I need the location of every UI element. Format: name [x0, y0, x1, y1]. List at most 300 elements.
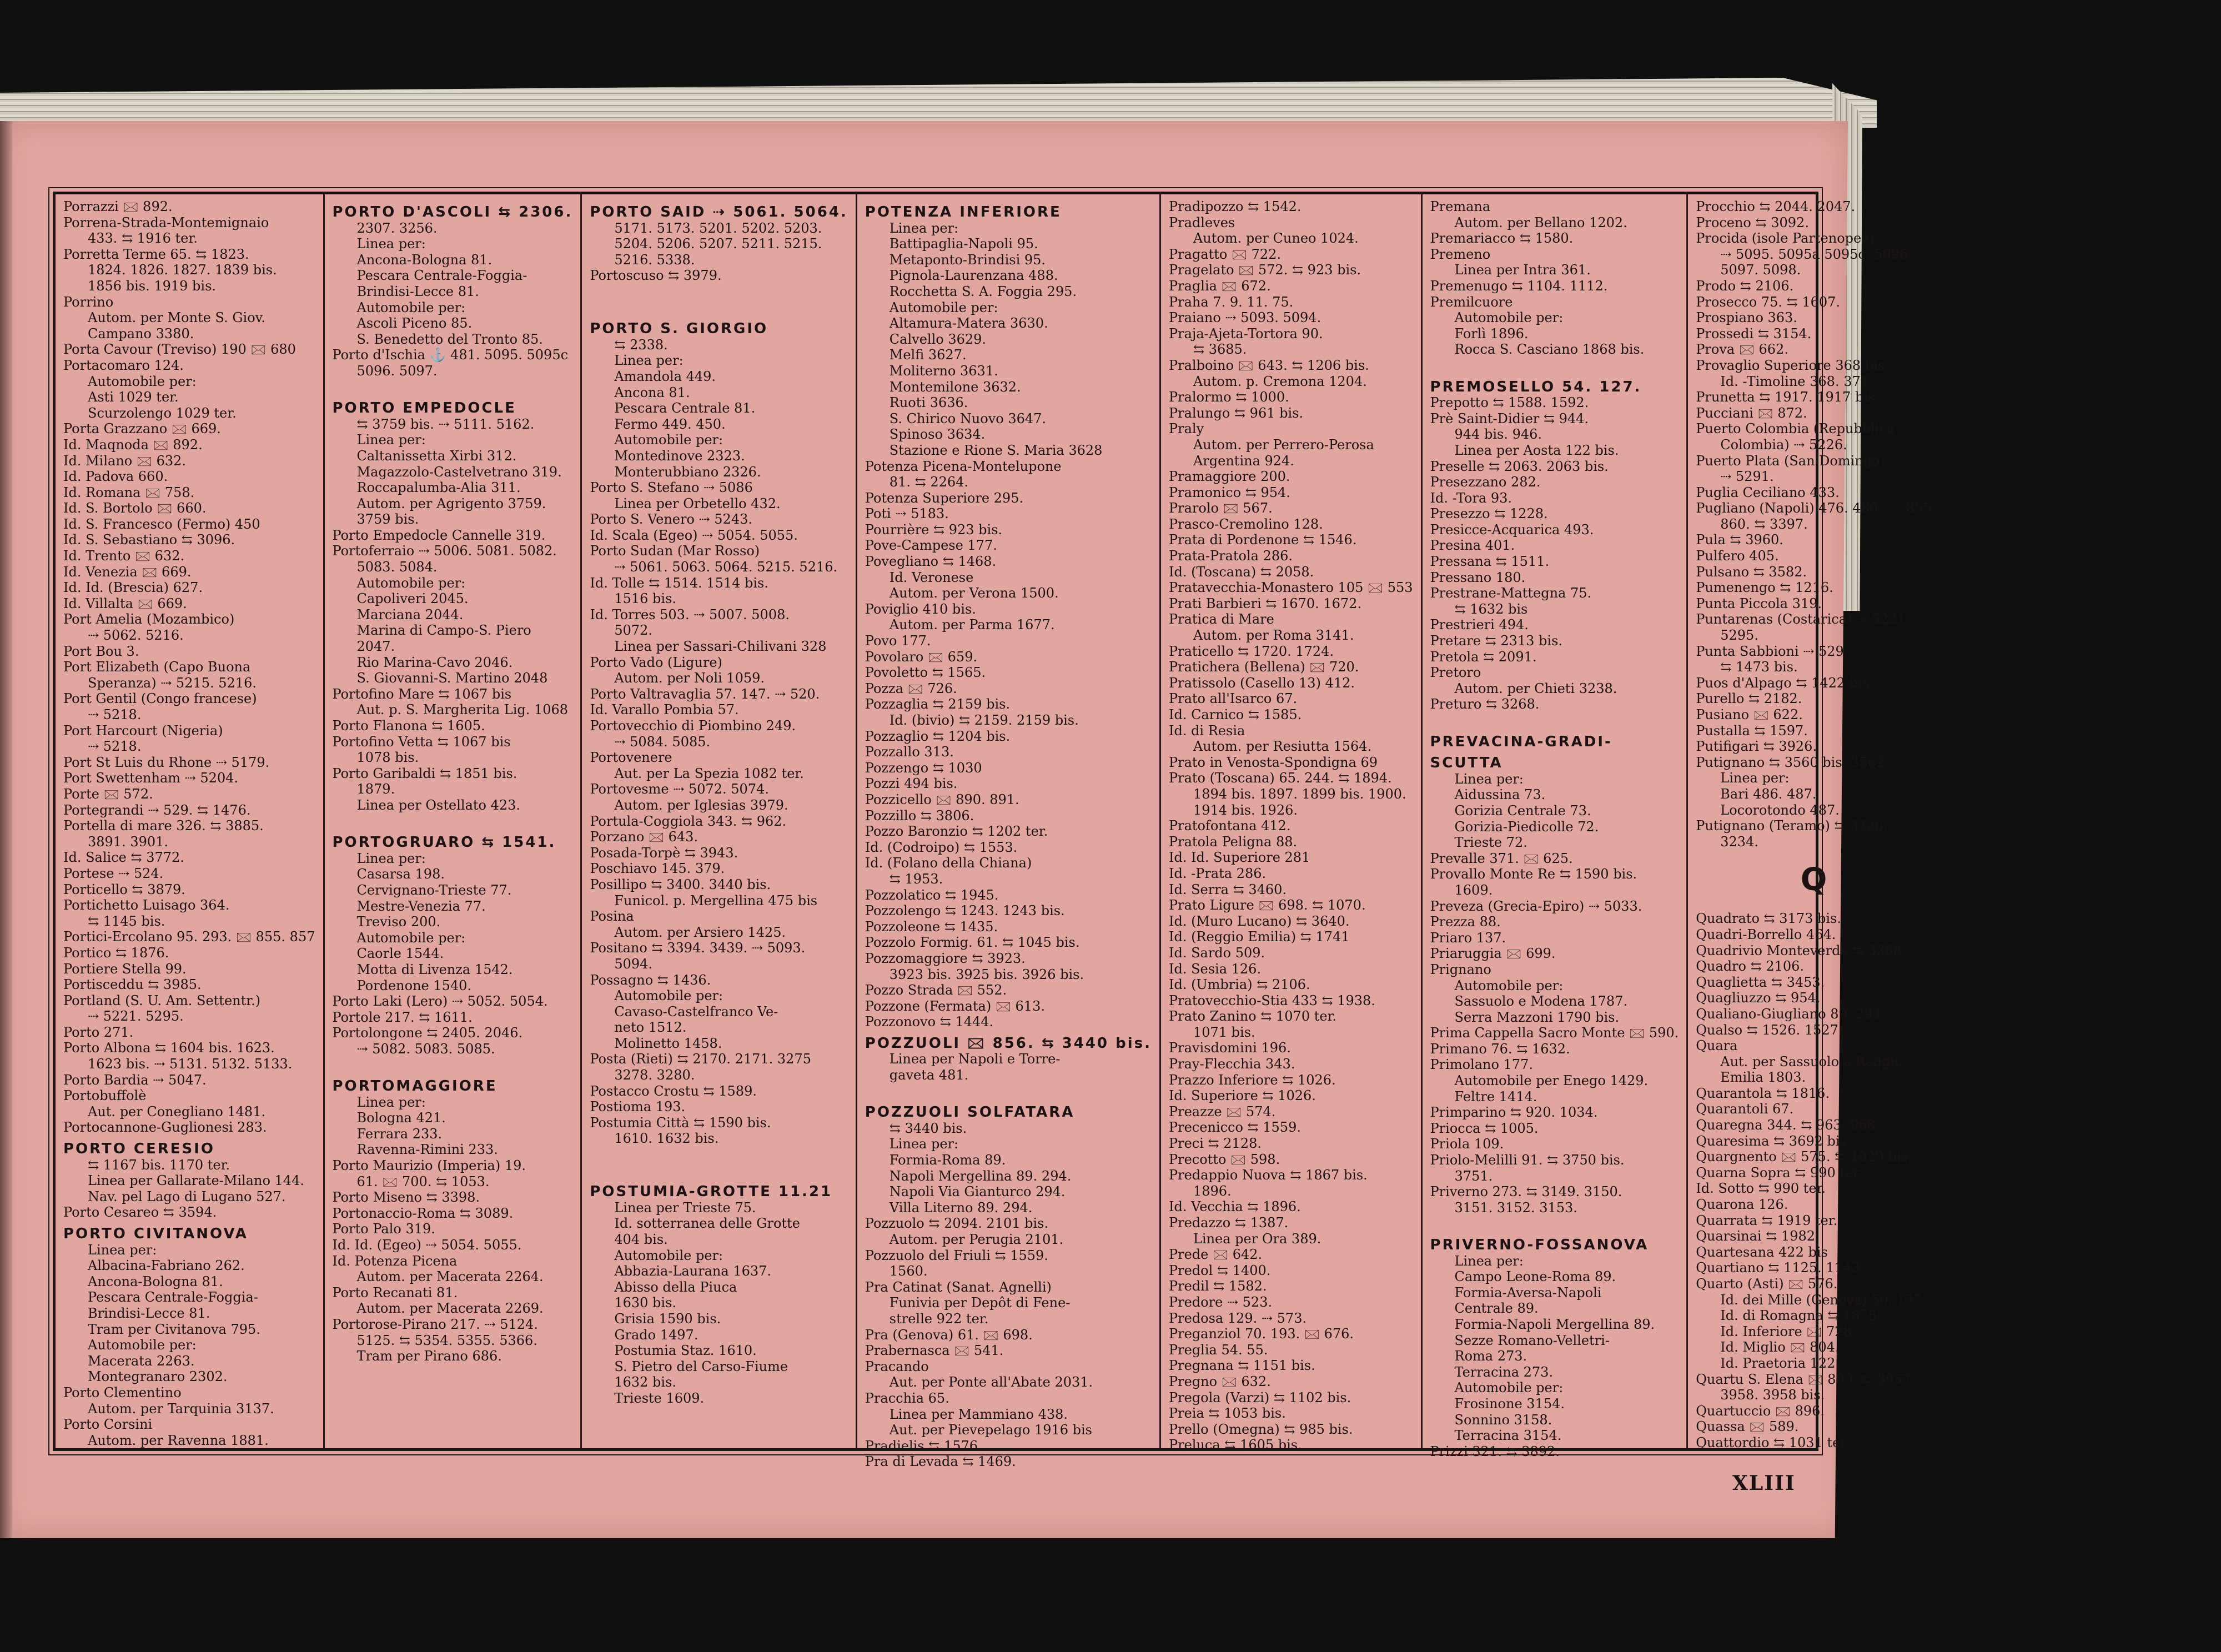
page-edges-top: [0, 78, 1877, 128]
index-entry: Portici-Ercolano 95. 293. 🖂 855. 857: [63, 929, 315, 945]
index-entry: Preveza (Grecia-Epiro) ⇢ 5033.: [1430, 898, 1642, 914]
index-subentry: Sonnino 3158.: [1454, 1412, 1552, 1428]
index-entry: Pourrière ⇆ 923 bis.: [865, 521, 1003, 538]
index-subentry: Automobile per:: [88, 1337, 197, 1353]
index-entry: Pramaggiore 200.: [1168, 469, 1290, 485]
index-subentry: 5094.: [614, 956, 653, 972]
index-entry: [590, 284, 847, 300]
index-subentry: Battipaglia-Napoli 95.: [889, 236, 1038, 252]
index-entry: Pozzuolo ⇆ 2094. 2101 bis.: [865, 1216, 1049, 1232]
index-entry: Pralormo ⇆ 1000.: [1168, 389, 1289, 405]
index-entry: Poschiavo 145. 379.: [590, 861, 725, 877]
index-entry: Premeno: [1430, 246, 1491, 262]
index-subentry: 5204. 5206. 5207. 5211. 5215.: [614, 236, 822, 252]
index-entry: Posina: [590, 908, 634, 925]
index-entry: Id. (Reggio Emilia) ⇆ 1741: [1168, 929, 1350, 945]
index-subentry: Linea per Ora 389.: [1193, 1231, 1321, 1247]
index-entry: Pratofontana 412.: [1168, 818, 1291, 834]
index-subentry: Melfi 3627.: [889, 347, 967, 363]
index-entry: Id. S. Sebastiano ⇆ 3096.: [63, 532, 235, 548]
index-column-3: [582, 194, 857, 1448]
index-subentry: ⇢ 5095. 5095a 5095c. 5096.: [1720, 246, 1912, 262]
index-subentry: Automobile per:: [614, 1247, 723, 1263]
index-entry: Prizzi 321. ⇆ 3892.: [1430, 1443, 1560, 1459]
index-entry: Pumenengo ⇆ 1216.: [1696, 580, 1833, 596]
index-subentry: S. Pietro del Carso-Fiume: [614, 1358, 788, 1374]
index-subentry: ⇢ 5291.: [1720, 469, 1774, 485]
index-entry: Quarantoli 67.: [1696, 1101, 1794, 1117]
index-entry: [1430, 1216, 1679, 1232]
index-entry: Prato (Toscana) 65. 244. ⇆ 1894.: [1168, 770, 1392, 786]
index-entry: Id. -Prata 286.: [1168, 865, 1267, 881]
index-entry: Porto Corsini: [63, 1417, 153, 1433]
index-column-6: [1423, 194, 1689, 1459]
index-subentry: Terracina 273.: [1454, 1364, 1554, 1380]
index-subentry: 3234.: [1720, 833, 1758, 850]
index-entry: Quarrata ⇆ 1919 ter.: [1696, 1212, 1838, 1228]
index-subentry: Linea per:: [1454, 1253, 1524, 1269]
index-entry: Pozzaglia ⇆ 2159 bis.: [865, 696, 1011, 712]
index-subentry: 2307. 3256.: [356, 220, 438, 236]
index-subentry: Ferrara 233.: [356, 1126, 443, 1142]
index-entry: Postumia Città ⇆ 1590 bis.: [590, 1114, 771, 1131]
index-subentry: Molinetto 1458.: [614, 1035, 722, 1051]
index-subentry: 3751.: [1454, 1168, 1493, 1184]
index-entry: Povo 177.: [865, 633, 931, 649]
index-subentry: Postumia Staz. 1610.: [614, 1343, 757, 1359]
index-entry: Portoscuso ⇆ 3979.: [590, 268, 722, 284]
index-subentry: Formia-Napoli Mergellina 89.: [1454, 1316, 1655, 1332]
index-subentry: 1560.: [889, 1263, 928, 1279]
index-entry: Porto Empedocle Cannelle 319.: [332, 527, 546, 543]
index-entry: Port Elizabeth (Capo Buona: [63, 659, 251, 675]
index-subentry: Automobile per:: [614, 432, 723, 448]
index-subentry: Forlì 1896.: [1454, 325, 1529, 342]
index-entry: Quaglietta ⇆ 3453.: [1696, 974, 1825, 990]
index-heading: PRIVERNO-FOSSANOVA: [1430, 1237, 1649, 1253]
index-subentry: Id. -Timoline 368. 371.: [1720, 373, 1873, 389]
index-subentry: Autom. per Agrigento 3759.: [356, 495, 546, 511]
index-entry: Pratica di Mare: [1168, 611, 1274, 627]
index-heading: PORTOGRUARO ⇆ 1541.: [332, 834, 556, 851]
index-entry: Possagno ⇆ 1436.: [590, 972, 711, 988]
index-entry: Pozzomaggiore ⇆ 3923.: [865, 950, 1026, 966]
index-entry: Praticello ⇆ 1720. 1724.: [1168, 643, 1334, 659]
index-subentry: Tram per Pirano 686.: [356, 1348, 502, 1364]
index-entry: Pra (Genova) 61. 🖂 698.: [865, 1327, 1033, 1343]
index-subentry: Colombia) ⇢ 5226.: [1720, 436, 1847, 453]
index-entry: Porto Miseno ⇆ 3398.: [332, 1189, 480, 1206]
index-entry: Puerto Plata (San Domingo): [1696, 453, 1885, 469]
index-entry: Praly: [1168, 421, 1204, 437]
index-entry: Id. Id. (Egeo) ⇢ 5054. 5055.: [332, 1237, 522, 1253]
index-subentry: ⇆ 1167 bis. 1170 ter.: [88, 1157, 230, 1173]
index-entry: Pozzuolo del Friuli ⇆ 1559.: [865, 1247, 1048, 1263]
index-entry: Punta Sabbioni ⇢ 529.: [1696, 643, 1848, 659]
index-entry: [590, 300, 847, 316]
index-entry: Procchio ⇆ 2044. 2047.: [1696, 199, 1856, 214]
index-entry: Porto Valtravaglia 57. 147. ⇢ 520.: [590, 686, 820, 702]
index-entry: Pozzicello 🖂 890. 891.: [865, 791, 1019, 807]
index-subentry: Treviso 200.: [356, 914, 441, 930]
index-subentry: Autom. per Perrero-Perosa: [1193, 436, 1374, 453]
index-subentry: Automobile per Enego 1429.: [1454, 1073, 1649, 1089]
index-entry: Preglia 54. 55.: [1168, 1342, 1268, 1358]
index-entry: Porto Palo 319.: [332, 1221, 435, 1237]
index-entry: Pozzo Baronzio ⇆ 1202 ter.: [865, 824, 1048, 840]
index-heading: PORTO S. GIORGIO: [590, 320, 768, 338]
index-entry: Quargnento 🖂 575. ⇆ 1029 bis.: [1696, 1149, 1912, 1165]
index-subentry: Autom. p. Cremona 1204.: [1193, 373, 1367, 389]
index-subentry: Abisso della Piuca: [614, 1279, 737, 1295]
index-subentry: ⇢ 5218.: [88, 707, 142, 722]
index-entry: Priverno 273. ⇆ 3149. 3150.: [1430, 1184, 1622, 1200]
index-subentry: strelle 922 ter.: [889, 1310, 989, 1327]
index-subentry: Capoliveri 2045.: [356, 591, 469, 607]
index-entry: Pray-Flecchia 343.: [1168, 1056, 1295, 1072]
page-number: XLIII: [1732, 1472, 1796, 1495]
index-subentry: Autom. per Perugia 2101.: [889, 1232, 1064, 1247]
index-entry: Port Amelia (Mozambico): [63, 611, 235, 627]
index-subentry: Caorle 1544.: [356, 946, 444, 962]
index-entry: Prezza 88.: [1430, 914, 1501, 930]
index-subentry: Centrale 89.: [1454, 1300, 1539, 1317]
index-subentry: Linea per:: [356, 236, 426, 252]
index-subentry: Linea per:: [614, 353, 684, 369]
index-subentry: Gorizia-Piedicolle 72.: [1454, 819, 1599, 835]
index-entry: Port Harcourt (Nigeria): [63, 722, 223, 739]
index-subentry: Linea per Intra 361.: [1454, 262, 1591, 278]
index-entry: Porretta Terme 65. ⇆ 1823.: [63, 246, 249, 262]
index-subentry: Terracina 3154.: [1454, 1428, 1562, 1444]
index-entry: Pravisdomini 196.: [1168, 1040, 1291, 1056]
index-subentry: 3923 bis. 3925 bis. 3926 bis.: [889, 966, 1084, 982]
index-subentry: Asti 1029 ter.: [88, 389, 179, 405]
index-subentry: Automobile per:: [356, 299, 466, 315]
index-entry: Id. Venezia 🖂 669.: [63, 564, 192, 580]
index-subentry: gaveta 481.: [889, 1067, 969, 1083]
index-subentry: ⇆ 2338.: [614, 337, 668, 353]
index-entry: Id. Trento 🖂 632.: [63, 548, 185, 564]
index-entry: Pucciani 🖂 872.: [1696, 405, 1807, 421]
index-subentry: 1078 bis.: [356, 750, 419, 766]
index-entry: Quartu S. Elena 🖂 899. ⇆ 3957.: [1696, 1371, 1915, 1387]
index-entry: Pustalla ⇆ 1597.: [1696, 722, 1808, 739]
index-subentry: 5125. ⇆ 5354. 5355. 5366.: [356, 1332, 537, 1348]
index-entry: Posillipo ⇆ 3400. 3440 bis.: [590, 876, 771, 892]
index-entry: Prestrieri 494.: [1430, 617, 1529, 633]
index-entry: Id. Torres 503. ⇢ 5007. 5008.: [590, 606, 790, 622]
index-entry: Id. Sotto ⇆ 990 ter.: [1696, 1181, 1826, 1197]
index-entry: Postacco Crostu ⇆ 1589.: [590, 1083, 757, 1099]
index-subentry: Formia-Roma 89.: [889, 1152, 1006, 1168]
index-subentry: Automobile per:: [1454, 977, 1564, 993]
index-entry: Quarona 126.: [1696, 1197, 1788, 1213]
index-entry: Porto Bardia ⇢ 5047.: [63, 1072, 207, 1088]
index-entry: Quagliuzzo ⇆ 954.: [1696, 990, 1821, 1006]
index-entry: Preluca ⇆ 1605 bis.: [1168, 1437, 1302, 1453]
index-entry: Id. (Folano della Chiana): [865, 855, 1032, 871]
index-subentry: 5216. 5338.: [614, 252, 695, 268]
index-subentry: Autom. per Ravenna 1881.: [88, 1432, 269, 1448]
index-subentry: Monterubbiano 2326.: [614, 464, 761, 480]
index-entry: Prata-Pratola 286.: [1168, 548, 1293, 564]
index-subentry: Brindisi-Lecce 81.: [356, 283, 479, 299]
index-entry: [1430, 712, 1679, 729]
index-subentry: Linea per Gallarate-Milano 144.: [88, 1173, 304, 1189]
index-subentry: neto 1512.: [614, 1020, 687, 1036]
index-subentry: Aut. per Conegliano 1481.: [88, 1103, 266, 1119]
index-entry: Quadro ⇆ 2106.: [1696, 958, 1805, 975]
index-entry: Praiano ⇢ 5093. 5094.: [1168, 310, 1321, 326]
index-entry: Puerto Colombia (Repubblica: [1696, 421, 1895, 437]
index-entry: Id. Sardo 509.: [1168, 945, 1265, 961]
index-subentry: Grado 1497.: [614, 1327, 699, 1343]
index-subentry: ⇆ 3759 bis. ⇢ 5111. 5162.: [356, 416, 535, 432]
index-subentry: Bologna 421.: [356, 1110, 446, 1126]
index-entry: Premenugo ⇆ 1104. 1112.: [1430, 278, 1608, 294]
index-entry: Id. -Tora 93.: [1430, 490, 1513, 506]
index-entry: Prodo ⇆ 2106.: [1696, 278, 1794, 294]
index-entry: Porto Flanona ⇆ 1605.: [332, 718, 485, 734]
index-subentry: Pescara Centrale-Foggia-: [88, 1289, 258, 1305]
index-heading: SCUTTA: [1430, 755, 1503, 772]
index-subentry: Mestre-Venezia 77.: [356, 898, 486, 914]
index-subentry: Montedinove 2323.: [614, 448, 745, 464]
index-entry: Presicce-Acquarica 493.: [1430, 521, 1594, 538]
index-subentry: Speranza) ⇢ 5215. 5216.: [88, 675, 257, 691]
index-entry: Provallo Monte Re ⇆ 1590 bis.: [1430, 866, 1637, 882]
index-subentry: Campo Leone-Roma 89.: [1454, 1269, 1616, 1285]
index-entry: Praja-Ajeta-Tortora 90.: [1168, 325, 1323, 342]
index-subentry: Aut. per Pievepelago 1916 bis: [889, 1422, 1092, 1438]
index-subentry: Serra Mazzoni 1790 bis.: [1454, 1009, 1620, 1025]
index-entry: Quadri-Borrello 464.: [1696, 926, 1836, 942]
index-subentry: 5171. 5173. 5201. 5202. 5203.: [614, 220, 822, 236]
index-subentry: Pignola-Laurenzana 488.: [889, 268, 1058, 284]
index-subentry: Cavaso-Castelfranco Ve-: [614, 1003, 778, 1020]
index-entry: Predol ⇆ 1400.: [1168, 1262, 1271, 1278]
index-subentry: Feltre 1414.: [1454, 1088, 1537, 1104]
index-subentry: 5097. 5098.: [1720, 262, 1801, 278]
index-entry: Portichetto Luisago 364.: [63, 897, 230, 913]
index-subentry: Trieste 72.: [1454, 835, 1527, 851]
index-entry: Pozzolo Formig. 61. ⇆ 1045 bis.: [865, 935, 1080, 951]
index-subentry: Roccapalumba-Alia 311.: [356, 480, 521, 496]
index-subentry: Aut. per Sassuolo e Reggio: [1720, 1053, 1903, 1069]
index-entry: [333, 1057, 573, 1073]
index-subentry: ⇢ 5062. 5216.: [88, 627, 184, 644]
index-heading: POZZUOLI SOLFATARA: [865, 1104, 1075, 1121]
index-subentry: Funicol. p. Mergellina 475 bis: [614, 892, 818, 908]
index-entry: Precenicco ⇆ 1559.: [1168, 1119, 1301, 1136]
index-entry: Priolo-Melilli 91. ⇆ 3750 bis.: [1430, 1152, 1625, 1168]
index-subentry: ⇢ 5218.: [88, 739, 142, 755]
index-entry: Prazzo Inferiore ⇆ 1026.: [1168, 1072, 1336, 1088]
index-entry: Prato Ligure 🖂 698. ⇆ 1070.: [1168, 897, 1366, 913]
index-entry: Id. Padova 660.: [63, 469, 168, 485]
index-subentry: ⇆ 3440 bis.: [889, 1120, 967, 1136]
index-entry: Preazze 🖂 574.: [1168, 1103, 1276, 1119]
index-column-1: [56, 194, 325, 1448]
index-entry: Portovecchio di Piombino 249.: [590, 718, 796, 734]
index-entry: Pozzaglio ⇆ 1204 bis.: [865, 728, 1011, 744]
index-subentry: 1071 bis.: [1193, 1024, 1255, 1040]
index-subentry: Linea per Mammiano 438.: [889, 1406, 1068, 1422]
index-entry: Putifigari ⇆ 3926.: [1696, 739, 1817, 755]
index-entry: Pratavecchia-Monastero 105 🖂 553: [1168, 580, 1413, 596]
index-entry: Purello ⇆ 2182.: [1696, 691, 1802, 707]
index-subentry: Grisia 1590 bis.: [614, 1310, 721, 1327]
index-entry: Porta Cavour (Treviso) 190 🖂 680: [63, 342, 296, 358]
index-entry: Port Bou 3.: [63, 643, 139, 659]
index-entry: Primolano 177.: [1430, 1057, 1533, 1073]
index-heading: PREVACINA-GRADI-: [1430, 733, 1612, 750]
index-entry: Prova 🖂 662.: [1696, 342, 1788, 358]
index-entry: Pregnana ⇆ 1151 bis.: [1168, 1358, 1315, 1374]
index-entry: Premilcuore: [1430, 294, 1513, 310]
index-entry: [590, 1147, 847, 1163]
index-subentry: S. Chirico Nuovo 3647.: [889, 410, 1047, 426]
index-entry: Quarsinai ⇆ 1982.: [1696, 1228, 1820, 1244]
index-entry: Pozzoleone ⇆ 1435.: [865, 918, 998, 935]
index-subentry: Autom. per Tarquinia 3137.: [88, 1400, 274, 1417]
index-subentry: 1632 bis.: [614, 1374, 677, 1390]
index-entry: Pragatto 🖂 722.: [1168, 246, 1282, 262]
index-subentry: Sezze Romano-Velletri-: [1454, 1332, 1610, 1348]
index-entry: Porrazzi 🖂 892.: [63, 199, 173, 214]
index-subentry: Linea per:: [889, 220, 959, 236]
index-subentry: 5096. 5097.: [356, 363, 438, 379]
index-subentry: Stazione e Rione S. Maria 3628: [889, 442, 1103, 458]
index-subentry: ⇆ 1473 bis.: [1720, 659, 1798, 675]
index-entry: Porte 🖂 572.: [63, 786, 153, 802]
index-entry: Portella di mare 326. ⇆ 3885.: [63, 818, 264, 834]
index-subentry: Id. dei Mille (Genova) 50. 137.: [1720, 1292, 1927, 1308]
index-entry: Posta (Rieti) ⇆ 2170. 2171. 3275: [590, 1051, 811, 1067]
index-subentry: 1879.: [356, 781, 395, 797]
index-entry: Port St Luis du Rhone ⇢ 5179.: [63, 754, 270, 770]
index-entry: Port Gentil (Congo francese): [63, 691, 257, 707]
index-entry: Puntarenas (Costarica) ⇢ 5221.: [1696, 611, 1910, 627]
index-entry: Portese ⇢ 524.: [63, 865, 164, 881]
index-entry: Pratovecchio-Stia 433 ⇆ 1938.: [1168, 992, 1375, 1008]
index-entry: Prede 🖂 642.: [1168, 1247, 1263, 1263]
index-subentry: Autom. per Roma 3141.: [1193, 627, 1354, 644]
index-entry: Porto Albona ⇆ 1604 bis. 1623.: [63, 1040, 275, 1056]
index-subentry: S. Benedetto del Tronto 85.: [356, 331, 543, 347]
index-subentry: Automobile per:: [88, 373, 197, 389]
index-entry: Porzano 🖂 643.: [590, 829, 699, 845]
index-subentry: 1623 bis. ⇢ 5131. 5132. 5133.: [88, 1056, 293, 1072]
index-entry: Pusiano 🖂 622.: [1696, 707, 1803, 722]
index-subentry: Scurzolengo 1029 ter.: [88, 405, 237, 421]
index-entry: Quassa 🖂 589.: [1696, 1419, 1799, 1435]
index-heading: POTENZA INFERIORE: [865, 204, 1062, 220]
index-entry: Pracchia 65.: [865, 1390, 949, 1406]
index-subentry: Autom. per Verona 1500.: [889, 585, 1059, 601]
index-subentry: 81. ⇆ 2264.: [889, 474, 969, 490]
index-column-5: [1161, 194, 1423, 1453]
index-subentry: 860. ⇆ 3397.: [1720, 516, 1808, 532]
index-entry: Porto Recanati 81.: [332, 1284, 458, 1300]
index-entry: Id. Milano 🖂 632.: [63, 453, 187, 469]
index-entry: Primparino ⇆ 920. 1034.: [1430, 1104, 1598, 1121]
index-subentry: Frosinone 3154.: [1454, 1395, 1565, 1412]
index-entry: Pretola ⇆ 2091.: [1430, 649, 1537, 665]
index-subentry: Pescara Centrale 81.: [614, 400, 756, 416]
index-entry: Pretoro: [1430, 665, 1481, 681]
index-subentry: 1630 bis.: [614, 1295, 677, 1311]
index-subentry: ⇆ 1145 bis.: [88, 913, 165, 929]
index-subentry: Locorotondo 487.: [1720, 802, 1840, 818]
index-heading: PORTOMAGGIORE: [332, 1078, 498, 1095]
index-heading: PORTO D'ASCOLI ⇆ 2306.: [332, 204, 573, 220]
index-subentry: Gorizia Centrale 73.: [1454, 802, 1591, 819]
index-subentry: Autom. per Resiutta 1564.: [1193, 739, 1372, 755]
index-subentry: Linea per:: [889, 1136, 959, 1152]
index-entry: Praglia 🖂 672.: [1168, 278, 1271, 294]
index-entry: Pugliano (Napoli) 476. 480. 🖂 855: [1696, 500, 1932, 516]
index-subentry: Automobile per:: [1454, 1380, 1564, 1396]
index-heading: PREMOSELLO 54. 127.: [1430, 378, 1642, 395]
index-entry: Preganziol 70. 193. 🖂 676.: [1168, 1326, 1354, 1342]
index-entry: Predazzo ⇆ 1387.: [1168, 1215, 1289, 1231]
index-entry: Id. (Codroipo) ⇆ 1553.: [865, 839, 1018, 855]
index-subentry: Id. di Romagna ⇆ 1873.: [1720, 1308, 1881, 1324]
index-subentry: Pordenone 1540.: [356, 977, 472, 993]
index-entry: Pralungo ⇆ 961 bis.: [1168, 405, 1304, 421]
index-subentry: 1856 bis. 1919 bis.: [88, 278, 217, 294]
index-entry: Id. Sesia 126.: [1168, 961, 1262, 977]
index-subentry: 3891. 3901.: [88, 833, 169, 850]
index-subentry: Nav. pel Lago di Lugano 527.: [88, 1188, 286, 1204]
index-entry: Id. (Toscana) ⇆ 2058.: [1168, 564, 1314, 580]
index-entry: Id. Vecchia ⇆ 1896.: [1168, 1199, 1301, 1215]
index-entry: Priaruggia 🖂 699.: [1430, 946, 1556, 962]
index-entry: Pozzolengo ⇆ 1243. 1243 bis.: [865, 903, 1065, 919]
index-entry: Primano 76. ⇆ 1632.: [1430, 1041, 1570, 1057]
section-letter: Q: [1800, 862, 1827, 898]
index-entry: Punta Piccola 319.: [1696, 595, 1822, 611]
index-entry: Porta Grazzano 🖂 669.: [63, 421, 221, 437]
index-entry: Portorose-Pirano 217. ⇢ 5124.: [332, 1316, 538, 1332]
index-entry: Pradleves: [1168, 214, 1235, 230]
index-entry: Povegliano ⇆ 1468.: [865, 554, 997, 570]
index-entry: Predil ⇆ 1582.: [1168, 1278, 1267, 1294]
index-entry: Pula ⇆ 3960.: [1696, 532, 1783, 548]
index-entry: [333, 814, 573, 830]
index-subentry: 5295.: [1720, 627, 1758, 644]
index-entry: Pozzillo ⇆ 3806.: [865, 807, 974, 824]
index-entry: Preturo ⇆ 3268.: [1430, 696, 1540, 712]
index-subentry: Autom. per Chieti 3238.: [1454, 680, 1617, 696]
index-subentry: Funivia per Depôt di Fene-: [889, 1295, 1071, 1311]
index-entry: Prati Barbieri ⇆ 1670. 1672.: [1168, 595, 1362, 611]
index-entry: Porto Sudan (Mar Rosso): [590, 543, 760, 559]
index-subentry: Ruoti 3636.: [889, 395, 968, 411]
index-entry: Prello (Omegna) ⇆ 985 bis.: [1168, 1421, 1353, 1437]
index-entry: Priola 109.: [1430, 1136, 1504, 1152]
index-entry: Prè Saint-Didier ⇆ 944.: [1430, 410, 1589, 426]
index-entry: Putignano (Teramo) ⇆ 3226.: [1696, 818, 1888, 834]
index-subentry: Rocchetta S. A. Foggia 295.: [889, 283, 1077, 299]
index-subentry: ⇆ 1632 bis: [1454, 601, 1528, 617]
index-entry: Posada-Torpè ⇆ 3943.: [590, 845, 738, 861]
index-heading: PORTO SAID ⇢ 5061. 5064.: [590, 204, 848, 220]
index-subentry: Ancona-Bologna 81.: [356, 252, 493, 268]
index-subentry: Autom. per Bellano 1202.: [1454, 214, 1627, 230]
